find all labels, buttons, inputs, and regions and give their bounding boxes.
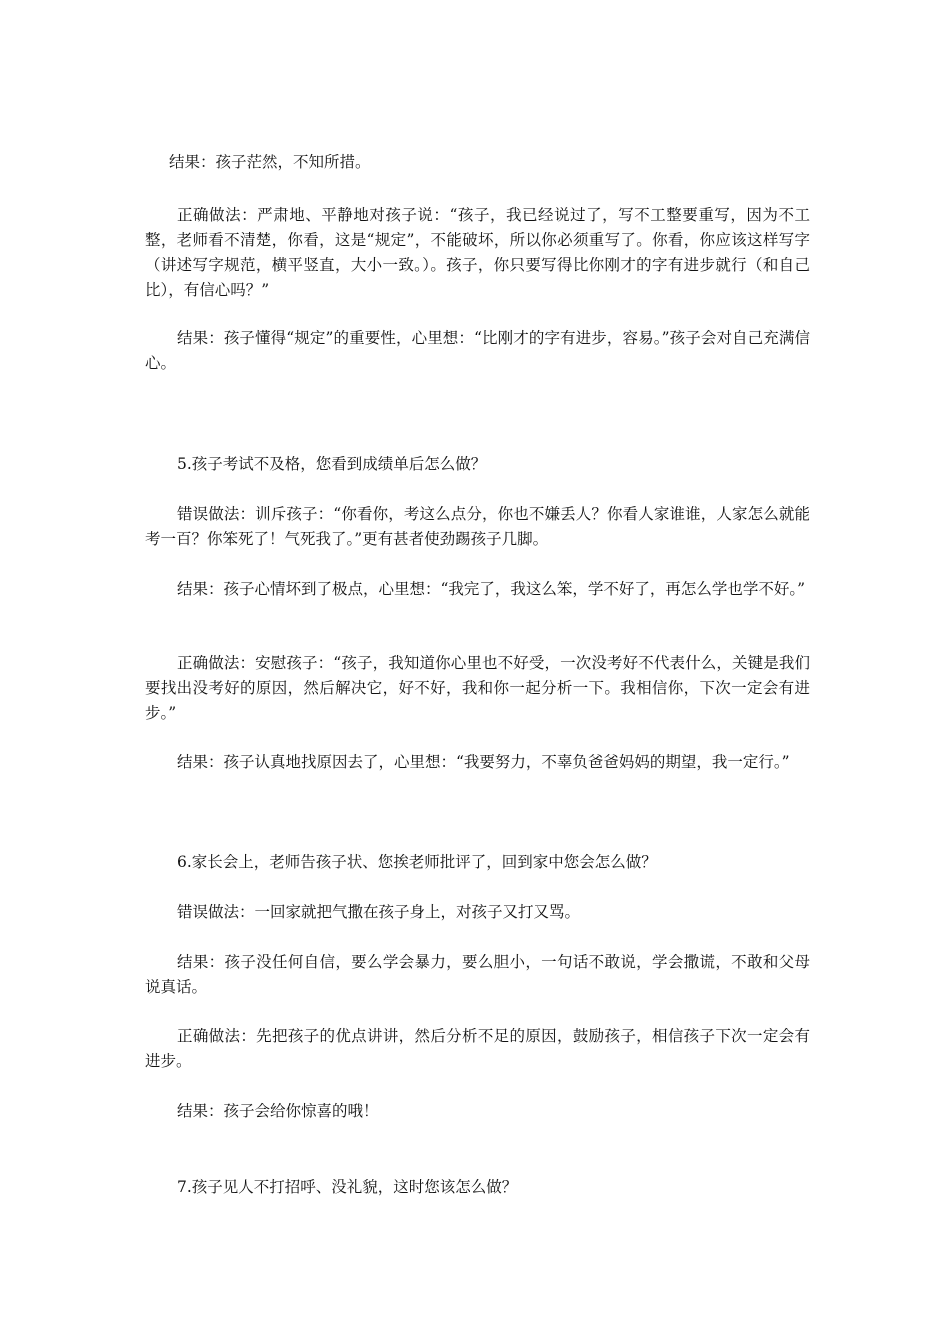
paragraph-result-5a: 结果：孩子心情坏到了极点，心里想：“我完了，我这么笨，学不好了，再怎么学也学不好。” [177,580,806,598]
paragraph-result-1: 结果：孩子茫然，不知所措。 [169,153,371,171]
heading-question-7: 7.孩子见人不打招呼、没礼貌，这时您该怎么做？ [177,1178,518,1196]
paragraph-correct-method-6: 正确做法：先把孩子的优点讲讲，然后分析不足的原因，鼓励孩子，相信孩子下次一定会有进步。 [145,1027,810,1070]
heading-question-6: 6.家长会上，老师告孩子状、您挨老师批评了，回到家中您会怎么做？ [177,853,657,871]
paragraph-result-2: 结果：孩子懂得“规定”的重要性，心里想：“比刚才的字有进步，容易。”孩子会对自己充满信心。 [145,329,810,372]
paragraph-wrong-method-6: 错误做法：一回家就把气撒在孩子身上，对孩子又打又骂。 [177,903,581,921]
paragraph-result-5b: 结果：孩子认真地找原因去了，心里想：“我要努力，不辜负爸爸妈妈的期望，我一定行。” [177,753,790,771]
paragraph-result-6b: 结果：孩子会给你惊喜的哦！ [177,1102,379,1120]
heading-question-5: 5.孩子考试不及格，您看到成绩单后怎么做？ [177,455,487,473]
paragraph-result-6a: 结果：孩子没任何自信，要么学会暴力，要么胆小，一句话不敢说，学会撒谎，不敢和父母说真话。 [145,953,810,996]
paragraph-correct-method-1: 正确做法：严肃地、平静地对孩子说：“孩子，我已经说过了，写不工整要重写，因为不工整，老师看不清楚，你看，这是“规定”，不能破坏，所以你必须重写了。你看，你应该这样写字（讲述写字规范，横平竖直，大小一致。）。孩子，你只要写得比你刚才的字有进步就行（和自己比），有信心吗？” [145,206,810,299]
paragraph-correct-method-5: 正确做法：安慰孩子：“孩子，我知道你心里也不好受，一次没考好不代表什么，关键是我们要找出没考好的原因，然后解决它，好不好，我和你一起分析一下。我相信你，下次一定会有进步。” [145,654,810,722]
paragraph-wrong-method-5: 错误做法：训斥孩子：“你看你，考这么点分，你也不嫌丢人？你看人家谁谁，人家怎么就能考一百？你笨死了！气死我了。”更有甚者使劲踢孩子几脚。 [145,505,810,548]
